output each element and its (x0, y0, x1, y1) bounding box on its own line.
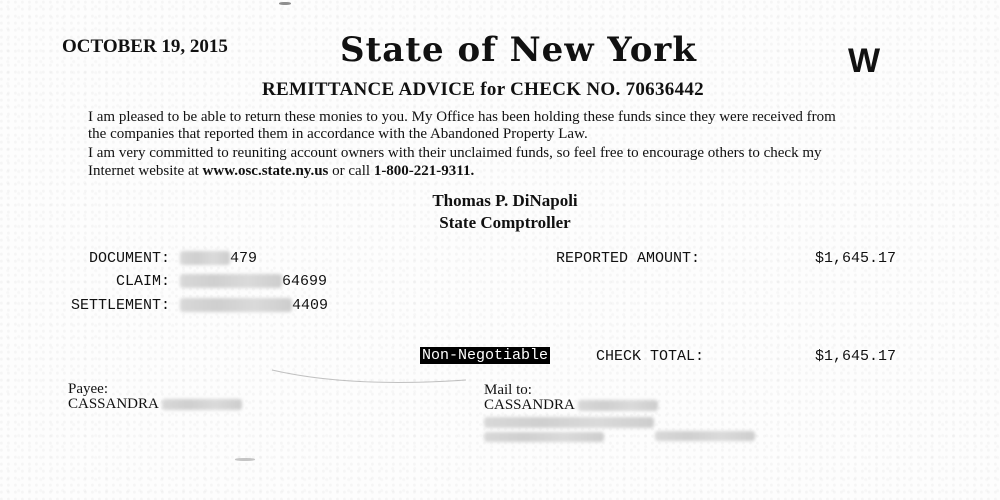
reported-amount-label: REPORTED AMOUNT: (556, 250, 701, 267)
settlement-value (180, 297, 328, 314)
corner-mark: W (848, 42, 881, 80)
reported-amount-value: $1,645.17 (815, 250, 897, 267)
message-line-1: I am pleased to be able to return these monies to you. My Office has been holding these funds since they were received from (88, 109, 836, 125)
document-number: 479 (230, 250, 258, 267)
advice-date: OCTOBER 19, 2015 (62, 36, 228, 57)
document-label: DOCUMENT: (88, 250, 170, 267)
mail-to-first-name: CASSANDRA (484, 397, 575, 413)
phone-number: 1-800-221-9311. (373, 163, 475, 179)
payee-first-name: CASSANDRA (68, 396, 159, 412)
check-total-label: CHECK TOTAL: (596, 348, 705, 365)
redaction-block (180, 251, 230, 265)
redaction-block (180, 274, 282, 288)
payee-label: Payee: (68, 381, 108, 397)
state-title: State of New York (340, 30, 697, 70)
mail-to-name (484, 397, 658, 414)
redaction-block (180, 298, 292, 312)
claim-number: 64699 (282, 273, 328, 290)
message-line-4 (88, 163, 474, 180)
document-value (180, 250, 257, 267)
phone-prefix: or call (328, 163, 374, 179)
settlement-number: 4409 (292, 297, 329, 314)
redaction-block (162, 399, 242, 410)
mail-to-label: Mail to: (484, 382, 532, 398)
scan-scratch-line (270, 366, 470, 390)
payee-name (68, 396, 242, 413)
redaction-block (578, 400, 658, 411)
claim-label: CLAIM: (115, 273, 170, 290)
redacted-address-line-2 (484, 432, 604, 442)
signatory-title: State Comptroller (439, 213, 571, 232)
website-link[interactable]: www.osc.state.ny.us (202, 163, 329, 179)
signatory-name: Thomas P. DiNapoli (432, 191, 578, 210)
message-line-2: the companies that reported them in accordance with the Abandoned Property Law. (88, 126, 588, 142)
redacted-address-line-3 (655, 431, 755, 441)
settlement-label: SETTLEMENT: (70, 297, 170, 314)
scan-smudge (279, 2, 291, 5)
remittance-heading: REMITTANCE ADVICE for CHECK NO. 70636442 (262, 79, 704, 100)
claim-value (180, 273, 327, 290)
non-negotiable-badge: Non-Negotiable (422, 347, 549, 364)
message-line-3: I am very committed to reuniting account owners with their unclaimed funds, so feel free to encourage others to check my (88, 145, 822, 161)
check-total-value: $1,645.17 (815, 348, 897, 365)
scan-smudge (235, 458, 255, 461)
website-prefix: Internet website at (88, 163, 203, 179)
redacted-address-line-1 (484, 417, 654, 428)
